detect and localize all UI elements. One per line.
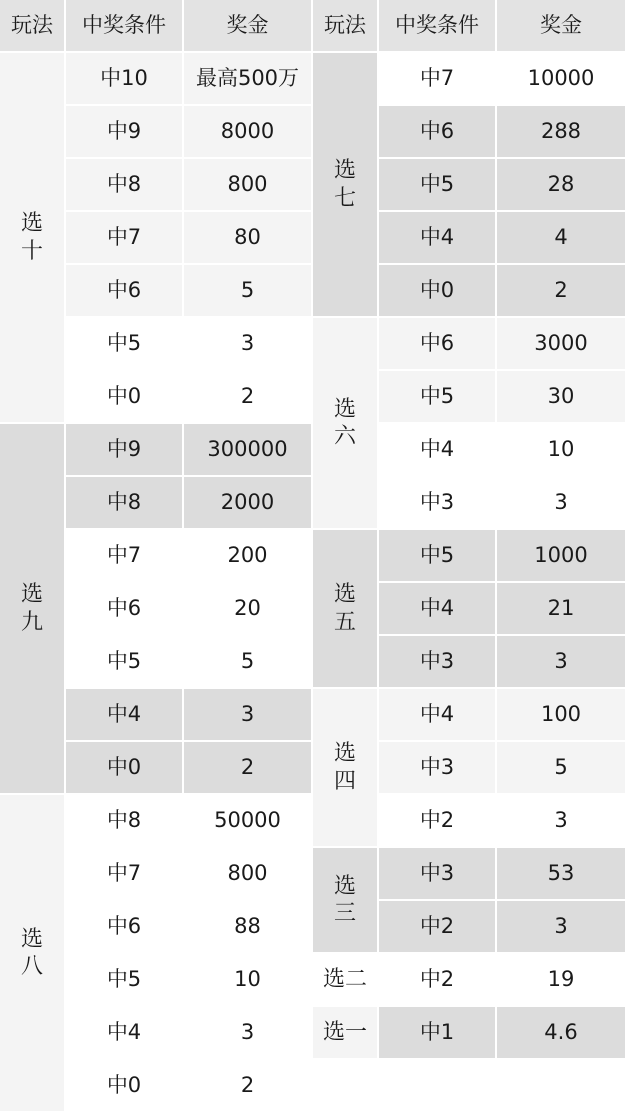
prize-amount-cell: 3 — [497, 795, 625, 846]
play-type-label: 八 — [20, 954, 43, 979]
prize-amount-cell: 4.6 — [497, 1007, 625, 1058]
win-condition-cell: 中5 — [379, 371, 495, 422]
play-type-label: 五 — [333, 609, 356, 635]
win-condition-cell: 中6 — [66, 265, 182, 316]
play-type-label: 选 — [20, 926, 43, 952]
header-prize: 奖金 — [497, 0, 625, 51]
win-condition-cell: 中7 — [66, 212, 182, 263]
win-condition-cell: 中4 — [379, 583, 495, 634]
prize-amount-cell: 88 — [184, 901, 311, 952]
play-type-cell — [313, 954, 377, 1005]
play-type-label: 七 — [333, 185, 356, 211]
win-condition-cell: 中7 — [66, 848, 182, 899]
play-type-label: 六 — [333, 424, 356, 449]
prize-amount-cell: 30 — [497, 371, 625, 422]
win-condition-cell: 中6 — [66, 583, 182, 634]
prize-amount-cell: 3000 — [497, 318, 625, 369]
win-condition-cell: 中2 — [379, 795, 495, 846]
play-type-cell — [313, 530, 377, 687]
prize-amount-cell: 19 — [497, 954, 625, 1005]
prize-amount-cell: 3 — [184, 318, 311, 369]
win-condition-cell: 中9 — [66, 424, 182, 475]
win-condition-cell: 中10 — [66, 53, 182, 104]
prize-amount-cell: 800 — [184, 159, 311, 210]
prize-amount-cell: 最高500万 — [184, 53, 311, 104]
win-condition-cell: 中4 — [379, 424, 495, 475]
win-condition-cell: 中4 — [379, 212, 495, 263]
win-condition-cell: 中0 — [66, 742, 182, 793]
prize-amount-cell: 100 — [497, 689, 625, 740]
play-type-label: 四 — [333, 768, 356, 794]
win-condition-cell: 中6 — [379, 106, 495, 157]
play-type-label: 选一 — [322, 1019, 367, 1045]
win-condition-cell: 中8 — [66, 795, 182, 846]
play-type-label: 选 — [333, 873, 356, 899]
prize-amount-cell: 5 — [184, 636, 311, 687]
prize-amount-cell: 10000 — [497, 53, 625, 104]
prize-amount-cell: 2 — [184, 742, 311, 793]
prize-amount-cell: 3 — [184, 1007, 311, 1058]
play-type-cell — [313, 848, 377, 952]
win-condition-cell: 中3 — [379, 848, 495, 899]
win-condition-cell: 中2 — [379, 954, 495, 1005]
prize-amount-cell: 4 — [497, 212, 625, 263]
play-type-label: 九 — [20, 609, 43, 635]
prize-amount-cell: 28 — [497, 159, 625, 210]
play-type-cell — [313, 689, 377, 846]
win-condition-cell: 中5 — [66, 318, 182, 369]
win-condition-cell: 中4 — [379, 689, 495, 740]
win-condition-cell: 中1 — [379, 1007, 495, 1058]
prize-amount-cell: 800 — [184, 848, 311, 899]
prize-amount-cell: 3 — [184, 689, 311, 740]
win-condition-cell: 中2 — [379, 901, 495, 952]
win-condition-cell: 中0 — [66, 371, 182, 422]
play-type-label: 选二 — [322, 966, 367, 992]
win-condition-cell: 中7 — [379, 53, 495, 104]
win-condition-cell: 中3 — [379, 742, 495, 793]
prize-amount-cell: 3 — [497, 636, 625, 687]
prize-amount-cell: 80 — [184, 212, 311, 263]
prize-amount-cell: 288 — [497, 106, 625, 157]
prize-amount-cell: 3 — [497, 901, 625, 952]
win-condition-cell: 中0 — [66, 1060, 182, 1111]
play-type-label: 三 — [333, 901, 356, 926]
win-condition-cell: 中4 — [66, 1007, 182, 1058]
play-type-cell — [313, 1007, 377, 1058]
play-type-cell — [0, 795, 64, 1111]
prize-amount-cell: 300000 — [184, 424, 311, 475]
win-condition-cell: 中5 — [66, 636, 182, 687]
header-play: 玩法 — [313, 0, 377, 51]
prize-amount-cell: 8000 — [184, 106, 311, 157]
prize-amount-cell: 2 — [184, 371, 311, 422]
win-condition-cell: 中9 — [66, 106, 182, 157]
prize-amount-cell: 21 — [497, 583, 625, 634]
win-condition-cell: 中8 — [66, 477, 182, 528]
prize-amount-cell: 200 — [184, 530, 311, 581]
prize-amount-cell: 5 — [497, 742, 625, 793]
win-condition-cell: 中8 — [66, 159, 182, 210]
header-play: 玩法 — [0, 0, 64, 51]
play-type-label: 选 — [333, 582, 356, 607]
prize-amount-cell: 50000 — [184, 795, 311, 846]
play-type-cell — [313, 318, 377, 528]
header-prize: 奖金 — [184, 0, 311, 51]
play-type-label: 选 — [20, 211, 43, 236]
win-condition-cell: 中3 — [379, 636, 495, 687]
play-type-label: 选 — [333, 158, 356, 183]
prize-amount-cell: 3 — [497, 477, 625, 528]
prize-amount-cell: 2000 — [184, 477, 311, 528]
prize-amount-cell: 10 — [497, 424, 625, 475]
win-condition-cell: 中0 — [379, 265, 495, 316]
win-condition-cell: 中4 — [66, 689, 182, 740]
win-condition-cell: 中6 — [66, 901, 182, 952]
win-condition-cell: 中6 — [379, 318, 495, 369]
prize-amount-cell: 2 — [497, 265, 625, 316]
win-condition-cell: 中3 — [379, 477, 495, 528]
prize-amount-cell: 20 — [184, 583, 311, 634]
win-condition-cell: 中5 — [379, 159, 495, 210]
play-type-label: 选 — [20, 582, 43, 607]
prize-amount-cell: 53 — [497, 848, 625, 899]
header-condition: 中奖条件 — [66, 0, 182, 51]
win-condition-cell: 中5 — [379, 530, 495, 581]
win-condition-cell: 中5 — [66, 954, 182, 1005]
play-type-label: 选 — [333, 396, 356, 422]
prize-amount-cell: 1000 — [497, 530, 625, 581]
play-type-label: 选 — [333, 741, 356, 766]
play-type-cell — [313, 53, 377, 316]
prize-amount-cell: 10 — [184, 954, 311, 1005]
header-condition: 中奖条件 — [379, 0, 495, 51]
prize-amount-cell: 2 — [184, 1060, 311, 1111]
prize-amount-cell: 5 — [184, 265, 311, 316]
play-type-cell — [0, 53, 64, 422]
play-type-cell — [0, 424, 64, 793]
win-condition-cell: 中7 — [66, 530, 182, 581]
play-type-label: 十 — [20, 238, 43, 264]
